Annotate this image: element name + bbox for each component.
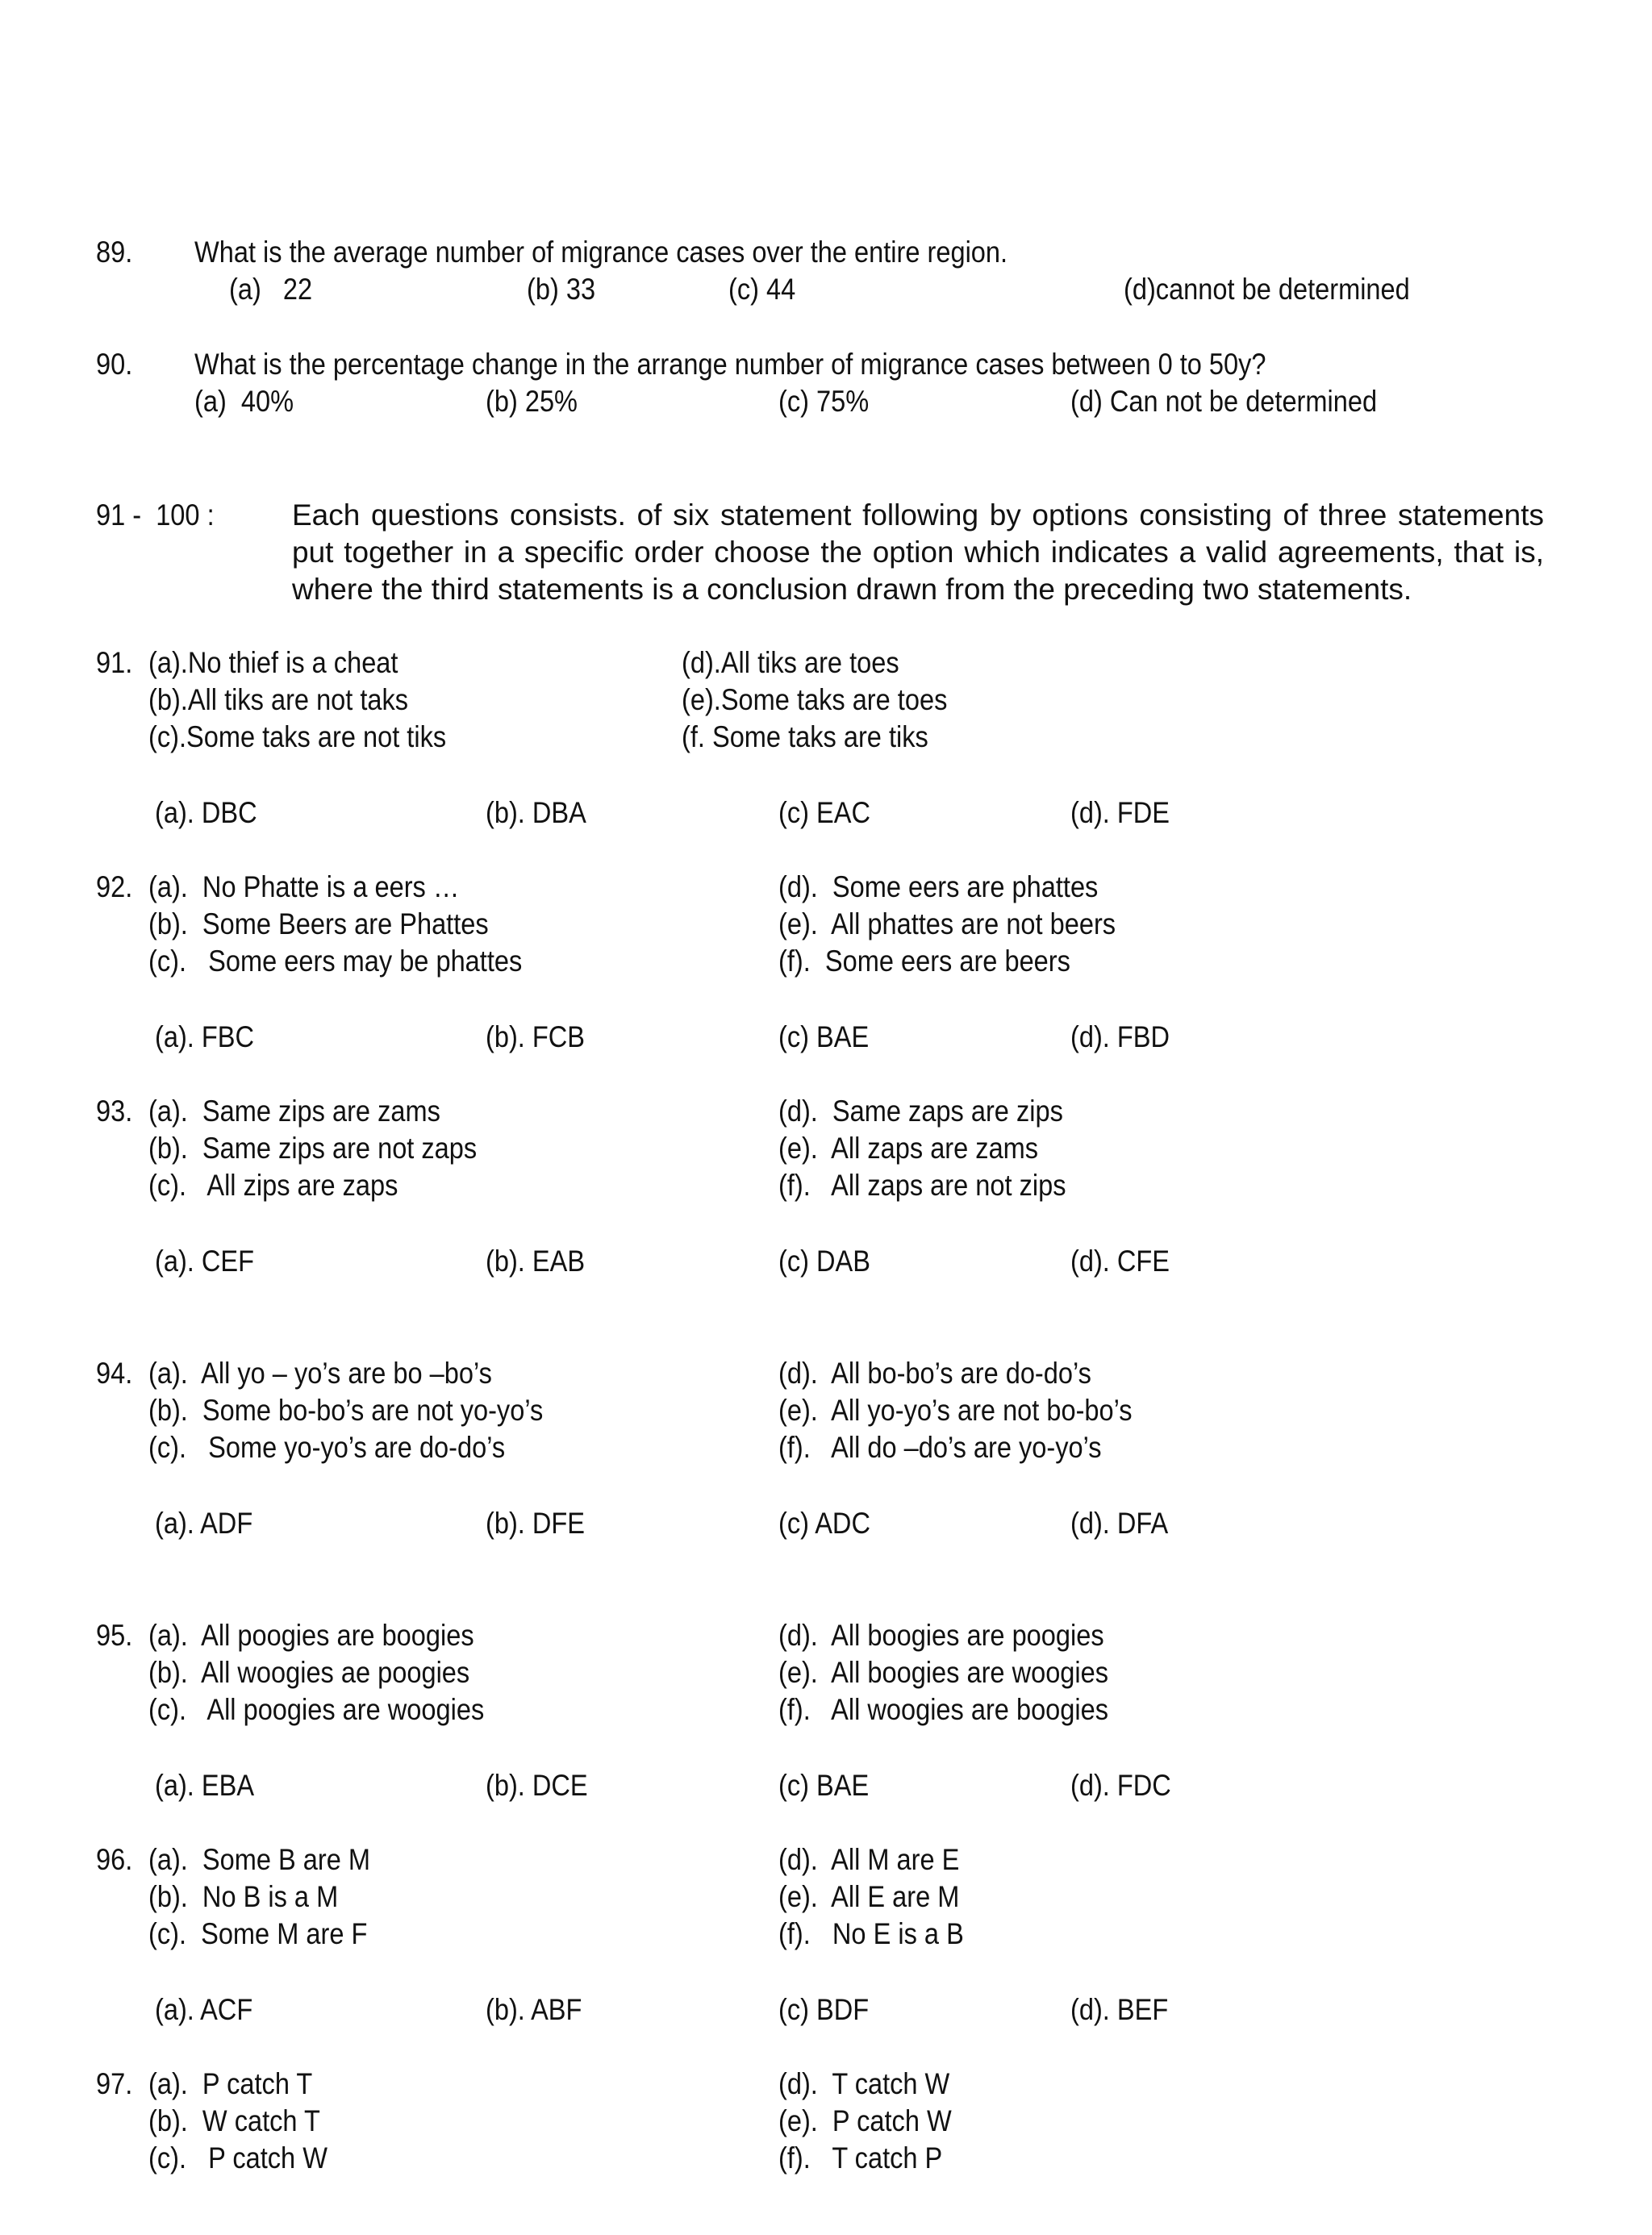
q92-option-d: (d). FBD (1070, 1020, 1170, 1053)
q95-option-d: (d). FDC (1070, 1769, 1171, 1802)
q89-option-b: (b) 33 (527, 273, 596, 306)
q90-option-d: (d) Can not be determined (1070, 385, 1378, 418)
q96-statement-c: (c). Some M are F (148, 1917, 368, 1950)
q93-option-a: (a). CEF (155, 1245, 255, 1278)
q91-statement-c: (c).Some taks are not tiks (148, 720, 447, 753)
q95-statement-e: (e). All boogies are woogies (778, 1656, 1109, 1689)
q92-statement-f: (f). Some eers are beers (778, 944, 1070, 978)
q92-option-c: (c) BAE (778, 1020, 870, 1053)
q97-number: 97. (96, 2067, 133, 2100)
q94-number: 94. (96, 1357, 133, 1390)
q95-option-a: (a). EBA (155, 1769, 255, 1802)
q91-statement-b: (b).All tiks are not taks (148, 683, 409, 716)
q93-option-d: (d). CFE (1070, 1245, 1170, 1278)
q92-number: 92. (96, 870, 133, 903)
q92-statement-c: (c). Some eers may be phattes (148, 944, 523, 978)
q95-option-b: (b). DCE (486, 1769, 588, 1802)
q94-statement-d: (d). All bo-bo’s are do-do’s (778, 1357, 1091, 1390)
q95-statement-c: (c). All poogies are woogies (148, 1693, 485, 1726)
q89-option-c: (c) 44 (728, 273, 796, 306)
q92-statement-b: (b). Some Beers are Phattes (148, 907, 489, 940)
q91-statement-e: (e).Some taks are toes (682, 683, 948, 716)
q89-option-a: (a) 22 (229, 273, 313, 306)
q96-option-c: (c) BDF (778, 1993, 870, 2026)
q90-text: What is the percentage change in the arrange number of migrance cases between 0 to 50y? (194, 348, 1266, 381)
q89-text: What is the average number of migrance cases over the entire region. (194, 236, 1008, 269)
q97-statement-d: (d). T catch W (778, 2067, 950, 2100)
q95-statement-f: (f). All woogies are boogies (778, 1693, 1109, 1726)
q92-option-b: (b). FCB (486, 1020, 586, 1053)
q91-number: 91. (96, 646, 133, 679)
q97-statement-c: (c). P catch W (148, 2141, 327, 2175)
q93-statement-a: (a). Same zips are zams (148, 1095, 440, 1128)
q96-option-a: (a). ACF (155, 1993, 253, 2026)
q95-statement-d: (d). All boogies are poogies (778, 1619, 1104, 1652)
q93-statement-e: (e). All zaps are zams (778, 1132, 1039, 1165)
q93-number: 93. (96, 1095, 133, 1128)
q94-option-a: (a). ADF (155, 1507, 253, 1540)
q90-option-a: (a) 40% (194, 385, 294, 418)
q93-statement-b: (b). Same zips are not zaps (148, 1132, 478, 1165)
q91-option-a: (a). DBC (155, 796, 257, 829)
q94-option-b: (b). DFE (486, 1507, 586, 1540)
q97-statement-a: (a). P catch T (148, 2067, 313, 2100)
q93-statement-f: (f). All zaps are not zips (778, 1169, 1066, 1202)
q93-option-c: (c) DAB (778, 1245, 870, 1278)
q94-option-d: (d). DFA (1070, 1507, 1169, 1540)
q91-statement-d: (d).All tiks are toes (682, 646, 899, 679)
q92-statement-e: (e). All phattes are not beers (778, 907, 1116, 940)
q92-statement-a: (a). No Phatte is a eers … (148, 870, 460, 903)
q96-statement-a: (a). Some B are M (148, 1843, 371, 1876)
q94-statement-e: (e). All yo-yo’s are not bo-bo’s (778, 1394, 1133, 1427)
q91-option-c: (c) EAC (778, 796, 870, 829)
q91-option-d: (d). FDE (1070, 796, 1170, 829)
q89-option-d: (d)cannot be determined (1124, 273, 1410, 306)
q92-statement-d: (d). Some eers are phattes (778, 870, 1099, 903)
q94-option-c: (c) ADC (778, 1507, 870, 1540)
q96-statement-f: (f). No E is a B (778, 1917, 964, 1950)
q89-number: 89. (96, 236, 133, 269)
q94-statement-c: (c). Some yo-yo’s are do-do’s (148, 1431, 506, 1464)
q92-option-a: (a). FBC (155, 1020, 255, 1053)
q95-option-c: (c) BAE (778, 1769, 870, 1802)
q96-statement-b: (b). No B is a M (148, 1880, 339, 1913)
q96-option-b: (b). ABF (486, 1993, 582, 2026)
q94-statement-f: (f). All do –do’s are yo-yo’s (778, 1431, 1102, 1464)
q97-statement-b: (b). W catch T (148, 2104, 320, 2137)
q95-statement-b: (b). All woogies ae poogies (148, 1656, 470, 1689)
q91-option-b: (b). DBA (486, 796, 586, 829)
q95-number: 95. (96, 1619, 133, 1652)
q93-option-b: (b). EAB (486, 1245, 586, 1278)
q96-number: 96. (96, 1843, 133, 1876)
q96-option-d: (d). BEF (1070, 1993, 1169, 2026)
q94-statement-b: (b). Some bo-bo’s are not yo-yo’s (148, 1394, 544, 1427)
q94-statement-a: (a). All yo – yo’s are bo –bo’s (148, 1357, 492, 1390)
q93-statement-d: (d). Same zaps are zips (778, 1095, 1063, 1128)
q91-statement-f: (f. Some taks are tiks (682, 720, 928, 753)
instructions-range: 91 - 100 : (96, 498, 215, 532)
q96-statement-e: (e). All E are M (778, 1880, 960, 1913)
q97-statement-f: (f). T catch P (778, 2141, 943, 2175)
q97-statement-e: (e). P catch W (778, 2104, 952, 2137)
q90-number: 90. (96, 348, 133, 381)
q96-statement-d: (d). All M are E (778, 1843, 960, 1876)
q93-statement-c: (c). All zips are zaps (148, 1169, 398, 1202)
q90-option-c: (c) 75% (778, 385, 870, 418)
q90-option-b: (b) 25% (486, 385, 578, 418)
instructions-text: Each questions consists. of six statement following by options consisting of three statements put together in a specific order choose the option which indicates a valid agreements, that is, where the third statements is a conclusion drawn from the preceding two statements. (292, 498, 1544, 606)
q95-statement-a: (a). All poogies are boogies (148, 1619, 474, 1652)
q91-statement-a: (a).No thief is a cheat (148, 646, 398, 679)
